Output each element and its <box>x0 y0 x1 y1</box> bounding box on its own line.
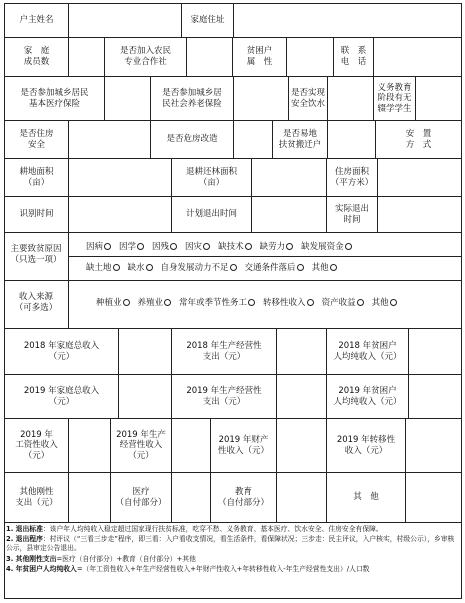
field-value[interactable] <box>277 329 326 374</box>
footnotes <box>6 525 461 575</box>
field-value[interactable] <box>234 121 272 158</box>
field-label: 2019 年贫困户 人均纯收入（元） <box>333 385 402 407</box>
option-circle-icon[interactable] <box>245 243 252 250</box>
field-value[interactable] <box>234 4 461 37</box>
field-label: 义务教育 阶段有无 辍学学生 <box>377 82 412 114</box>
field-label: 是否易地 扶贫搬迁户 <box>278 128 322 150</box>
note-text: =（年工资性收入+年生产经营性收入+年财产性收入+年转移性收入-年生产经营性支出）/人口数 <box>76 564 370 573</box>
field-label: 贫困户 属 性 <box>246 46 273 67</box>
option-label: 缺技术 <box>218 242 244 252</box>
field-label: 户主姓名 <box>19 15 54 26</box>
option-circle-icon[interactable] <box>113 264 120 271</box>
grid-line <box>4 522 462 523</box>
field-label: 联 系 电 话 <box>340 46 367 67</box>
option-label: 其他 <box>311 263 329 273</box>
option-label: 因病 <box>86 242 104 252</box>
field-value[interactable] <box>119 329 171 374</box>
option-circle-icon[interactable] <box>170 243 177 250</box>
field-label: 2018 年家庭总收入 （元） <box>23 340 100 362</box>
field-label: 是否参加城乡居民 基本医疗保险 <box>20 87 89 109</box>
option-circle-icon[interactable] <box>286 243 293 250</box>
option-circle-icon[interactable] <box>203 243 210 250</box>
option-circle-icon[interactable] <box>345 243 352 250</box>
option-label: 资产收益 <box>321 298 356 308</box>
field-value[interactable] <box>374 38 461 76</box>
field-value[interactable] <box>252 159 326 196</box>
field-label: 家 庭 成员数 <box>23 46 50 67</box>
field-label: 是否参加城乡居 民社会养老保险 <box>162 87 222 109</box>
field-value[interactable] <box>252 197 326 232</box>
field-label: 2019 年家庭总收入 （元） <box>23 385 100 407</box>
note-title: 2. 退出程序 <box>6 535 43 544</box>
field-label: 实际退出 时间 <box>334 203 369 225</box>
field-value[interactable] <box>287 38 333 76</box>
field-value[interactable] <box>69 419 110 472</box>
field-value[interactable] <box>69 159 171 196</box>
option-circle-icon[interactable] <box>307 299 314 306</box>
field-value[interactable] <box>187 38 232 76</box>
note-title: 4. 年贫困户人均纯收入 <box>6 564 77 573</box>
grid-line <box>4 598 462 599</box>
field-label: 安 置 方 式 <box>405 128 432 150</box>
field-label: 2018 年贫困户 人均纯收入（元） <box>333 340 402 362</box>
field-label: 家庭住址 <box>190 15 225 26</box>
field-value[interactable] <box>328 121 375 158</box>
option-label: 其他 <box>371 298 389 308</box>
field-value[interactable] <box>119 375 171 418</box>
option-circle-icon[interactable] <box>137 243 144 250</box>
field-value[interactable] <box>69 4 181 37</box>
field-label: 2018 年生产经营性 支出（元） <box>186 340 262 362</box>
field-value[interactable] <box>277 419 326 472</box>
field-label: 计划退出时间 <box>185 209 237 220</box>
field-value[interactable] <box>69 121 150 158</box>
option-label: 自身发展动力不足 <box>160 263 229 273</box>
field-label: 是否住房 安全 <box>19 128 54 150</box>
field-value[interactable] <box>234 77 288 120</box>
grid-line <box>68 256 462 257</box>
field-label: 2019 年 工资性收入 （元） <box>15 429 58 461</box>
field-value[interactable] <box>69 473 110 522</box>
field-label: 2019 年生产 经营性收入 （元） <box>116 429 166 461</box>
option-circle-icon[interactable] <box>164 299 171 306</box>
field-value[interactable] <box>378 159 461 196</box>
field-value[interactable] <box>69 197 171 232</box>
option-label: 种植业 <box>96 298 122 308</box>
field-label: 耕地面积 （亩） <box>19 166 54 188</box>
note-text: ：村评议（“三看三步走”程序，即三看：入户看收支情况，看生活条件，看保障状况；三步走：民主评议，入户核实，村级公示），乡审核公示，县审定公告退出。 <box>6 535 455 553</box>
field-label: 2019 年生产经营性 支出（元） <box>186 385 262 407</box>
field-value[interactable] <box>172 419 210 472</box>
field-value[interactable] <box>277 473 326 522</box>
field-label: 是否危房改造 <box>166 134 218 145</box>
field-value[interactable] <box>69 38 104 76</box>
option-label: 因学 <box>119 242 137 252</box>
note-title: 3. 其他刚性支出 <box>6 554 57 563</box>
field-value[interactable] <box>406 473 461 522</box>
poverty-cause-label: 主要致贫原因 （只选一项） <box>10 244 62 265</box>
option-label: 常年或季节性务工 <box>179 298 248 308</box>
option-circle-icon[interactable] <box>248 299 255 306</box>
field-label: 是否实现 安全饮水 <box>290 87 325 109</box>
option-label: 缺土地 <box>86 263 112 273</box>
note-title: 1. 退出标准 <box>6 525 43 533</box>
field-value[interactable] <box>409 329 461 374</box>
note-text: ：该户年人均纯收入稳定超过国家现行扶贫标准，吃穿不愁、义务教育、基本医疗、饮水安全、住房安全有保障。 <box>42 525 383 533</box>
field-value[interactable] <box>277 375 326 418</box>
option-circle-icon[interactable] <box>390 299 397 306</box>
field-label: 退耕还林面积 （亩） <box>185 166 237 188</box>
field-label: 住房面积 （平方米） <box>330 166 374 188</box>
field-label: 2019 年财产 性收入（元） <box>217 434 269 456</box>
option-circle-icon[interactable] <box>104 243 111 250</box>
field-label: 教育 （自付部分） <box>217 486 269 508</box>
field-value[interactable] <box>378 197 461 232</box>
income-source-options[interactable] <box>96 296 405 308</box>
grid-line <box>461 3 462 598</box>
option-label: 缺水 <box>127 263 145 273</box>
note-item <box>6 535 461 553</box>
option-label: 因残 <box>152 242 170 252</box>
option-circle-icon[interactable] <box>230 264 237 271</box>
field-value[interactable] <box>416 77 461 120</box>
option-label: 交通条件落后 <box>244 263 296 273</box>
option-label: 转移性收入 <box>263 298 306 308</box>
option-circle-icon[interactable] <box>146 264 153 271</box>
option-circle-icon[interactable] <box>297 264 304 271</box>
note-item <box>6 525 461 534</box>
option-label: 养殖业 <box>137 298 164 308</box>
note-item <box>6 555 461 564</box>
field-value[interactable] <box>105 77 150 120</box>
field-label: 识别时间 <box>19 209 54 220</box>
option-circle-icon[interactable] <box>357 299 364 306</box>
option-label: 缺发展资金 <box>301 242 344 252</box>
income-source-label: 收入来源 （可多选） <box>14 292 58 313</box>
option-label: 缺劳力 <box>259 242 286 252</box>
grid-line <box>68 232 69 328</box>
field-label: 是否加入农民 专业合作社 <box>119 46 171 67</box>
option-circle-icon[interactable] <box>330 264 337 271</box>
note-text: =医疗（自付部分）+教育（自付部分）+其他 <box>56 554 196 563</box>
field-label: 医疗 （自付部分） <box>115 486 167 508</box>
option-label: 因灾 <box>185 242 203 252</box>
field-value[interactable] <box>172 473 210 522</box>
option-circle-icon[interactable] <box>123 299 130 306</box>
field-value[interactable] <box>328 77 373 120</box>
poverty-cause-line1[interactable] <box>86 240 360 252</box>
poverty-cause-line2[interactable] <box>86 261 345 273</box>
grid-line <box>4 232 462 233</box>
field-label: 其 他 <box>353 492 379 503</box>
field-label: 其他刚性 支出（元） <box>15 486 58 508</box>
field-value[interactable] <box>409 375 461 418</box>
grid-line <box>4 280 462 281</box>
field-label: 2019 年转移性 收入（元） <box>336 434 396 456</box>
note-item <box>6 565 461 574</box>
field-value[interactable] <box>406 419 461 472</box>
